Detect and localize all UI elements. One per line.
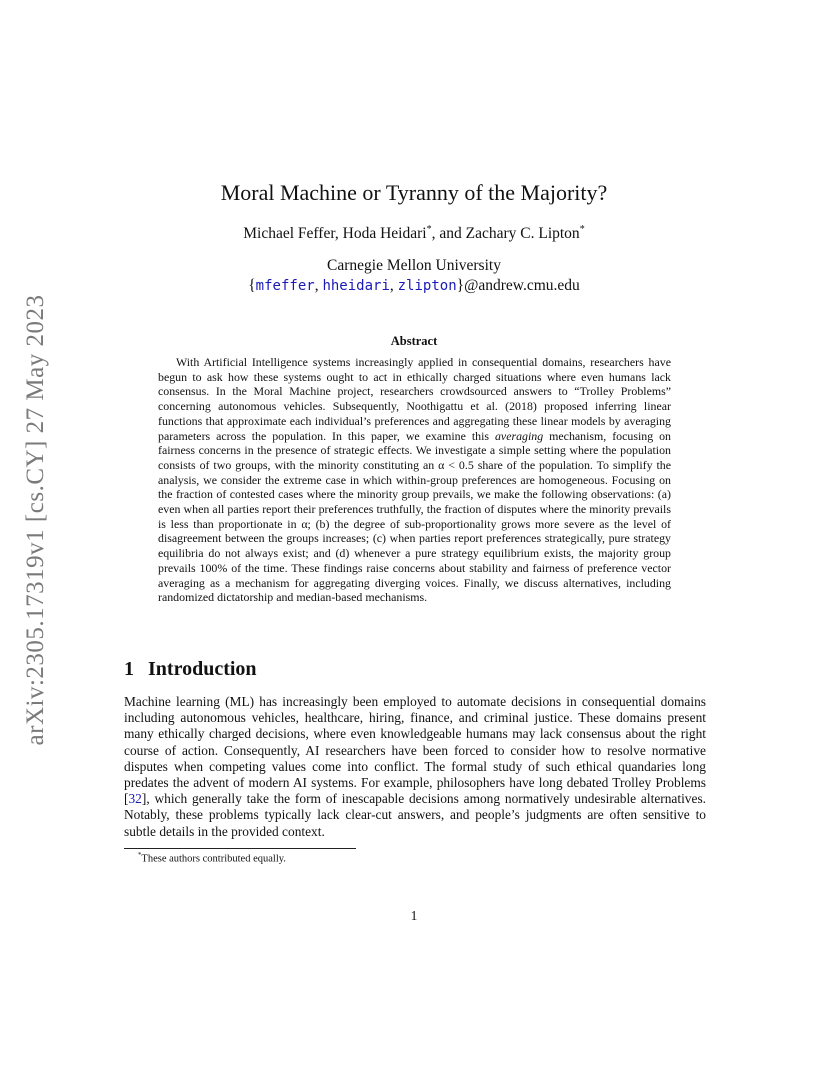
section-number: 1 [124,658,134,680]
email-link-hheidari[interactable]: hheidari [322,278,390,294]
email-domain: }@andrew.cmu.edu [456,277,580,294]
email-link-mfeffer[interactable]: mfeffer [255,278,315,294]
intro-text: Machine learning (ML) has increasingly been employed to automate decisions in consequential domains including autonomous vehicles, healthcare, hiring, finance, and criminal justice. These domains present many ethically charged decisions, where even knowledgeable humans may lack consensus about the right course of action. Consequently, AI researchers have been forced to consider how to resolve normative disputes when competing values come into conflict. The formal study of such ethical quandaries long predates the advent of modern AI systems. For example, philosophers have long debated Trolley Problems [ [124,694,706,807]
arxiv-sidebar [16,280,56,760]
abstract-emphasis: averaging [494,428,544,443]
author-names: Michael Feffer, Hoda Heidari [243,225,427,243]
email-open: { [248,277,256,294]
footnote-text: These authors contributed equally. [141,853,286,865]
email-link-zlipton[interactable]: zlipton [397,278,457,294]
abstract-text-continued: mechanism, focusing on fairness concerns in the presence of strategic effects. We investigate a simple setting where the population consists of two groups, with the minority constituting an α < 0.5 share of the population. To simplify the analysis, we consider the extreme case in which within-group preferences are homogeneous. Focusing on the fraction of contested cases where the minority group prevails, we make the following observations: (a) even when all parties report their preferences truthfully, the fraction of disputes where the minority prevails is less than proportionate in α; (b) the degree of sub-proportionality grows more severe as the level of disagreement between the groups increases; (c) when parties report preferences strategically, pure strategy equilibria do not always exist; and (d) whenever a pure strategy equilibrium exists, the majority group prevails 100% of the time. These findings raise concerns about stability and fairness of preference vector averaging as a mechanism for aggregating diverging voices. Finally, we discuss alternatives, including randomized dictatorship and median-based mechanisms. [158,428,671,605]
affiliation: Carnegie Mellon University [327,257,501,274]
footnote [138,852,286,865]
abstract-body [158,355,671,605]
email-separator: , [389,277,398,294]
section-heading [124,658,257,681]
introduction-paragraph [124,694,706,840]
arxiv-identifier: arXiv:2305.17319v1 [cs.CY] 27 May 2023 [22,294,49,746]
intro-text-continued: ], which generally take the form of inescapable decisions among normatively undesirable alternatives. Notably, these problems typically lack clear-cut answers, and people’s judgments are often sensitive to subtle details in the provided context. [124,791,706,839]
author-names-tail: , and Zachary C. Lipton [431,225,580,243]
citation-link[interactable]: 32 [128,791,142,807]
equal-contribution-mark: * [579,224,585,235]
page-number: 1 [410,908,418,923]
email-line [0,276,828,296]
abstract-text: With Artificial Intelligence systems increasingly applied in consequential domains, researchers have begun to ask how these systems ought to act in ethically charged situations where even humans lack consensus. In the Moral Machine project, researchers crowdsourced answers to “Trolley Problems” concerning autonomous vehicles. Subsequently, Noothigattu et al. (2018) proposed inferring linear functions that approximate each individual’s preferences and aggregating these linear models by averaging parameters across the population. In this paper, we examine this [158,355,671,443]
footnote-rule [124,848,356,849]
affiliation-block [0,256,828,296]
equal-contribution-mark: * [426,224,432,235]
section-title: Introduction [148,658,257,680]
email-separator: , [314,277,323,294]
footnote-mark: * [138,852,142,859]
paper-title: Moral Machine or Tyranny of the Majority? [220,180,608,205]
abstract-heading: Abstract [390,334,438,348]
author-line [0,224,828,243]
